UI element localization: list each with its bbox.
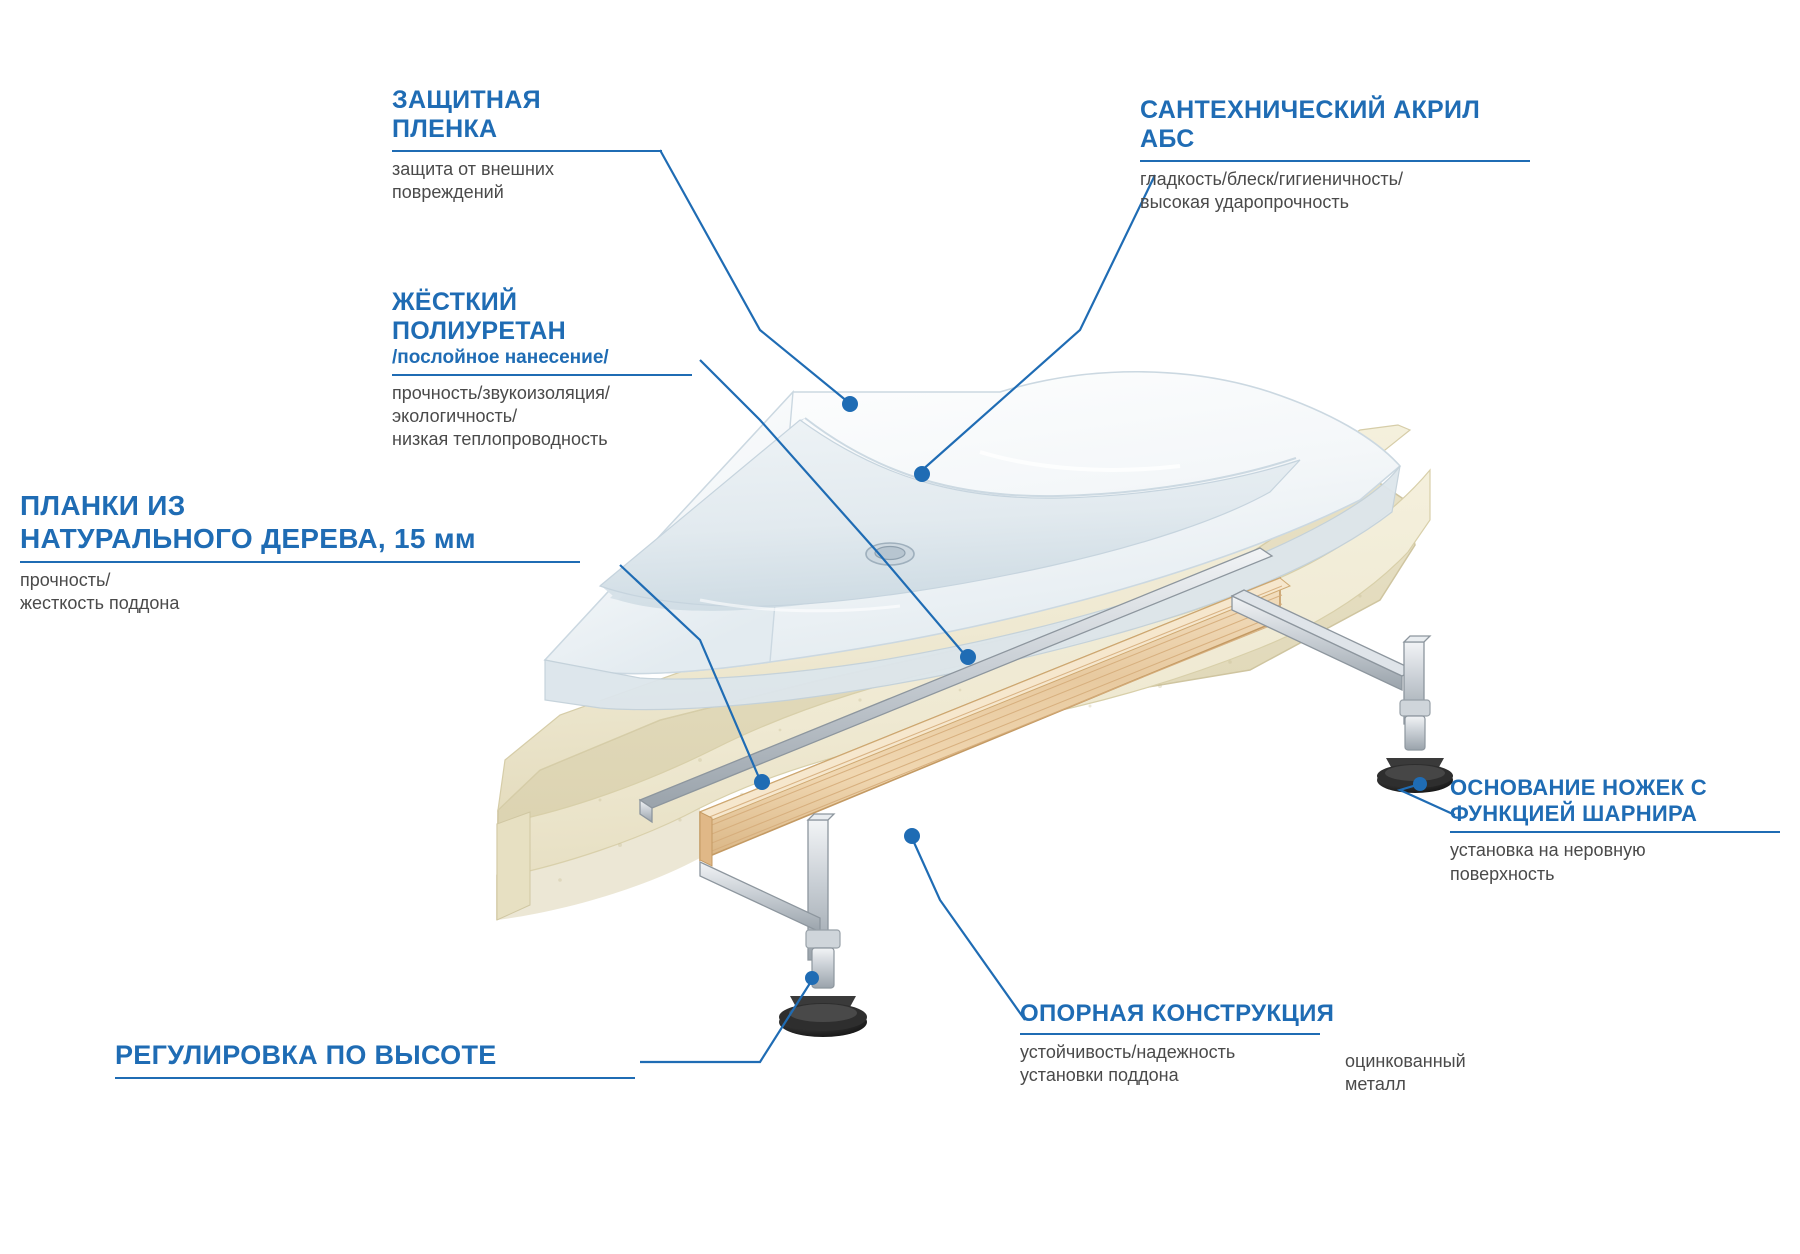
callout-natural-wood-slats	[20, 490, 620, 615]
callout-protective-film	[392, 86, 662, 204]
callout-rule-rigid-polyurethane	[392, 374, 692, 376]
callout-sub-sanitary-acrylic: гладкость/блеск/гигиеничность/ высокая ударопрочность	[1140, 168, 1403, 212]
callout-galvanized-metal	[1345, 1050, 1545, 1096]
callout-title-natural-wood-slats: ПЛАНКИ ИЗ НАТУРАЛЬНОГО ДЕРЕВА, 15 мм	[20, 490, 476, 554]
callout-support-frame	[1020, 1000, 1335, 1087]
callout-sanitary-acrylic	[1140, 96, 1530, 214]
callout-sub-galvanized-metal: оцинкованный металл	[1345, 1051, 1466, 1095]
callout-title-leg-base-hinge: ОСНОВАНИЕ НОЖЕК С ФУНКЦИЕЙ ШАРНИРА	[1450, 775, 1707, 826]
callout-sub-natural-wood-slats: прочность/ жесткость поддона	[20, 569, 180, 613]
callout-sub-protective-film: защита от внешних повреждений	[392, 158, 554, 202]
callout-rule-natural-wood-slats	[20, 561, 580, 563]
adjustable-foot-right	[1377, 700, 1453, 793]
callout-sub-rigid-polyurethane: прочность/звукоизоляция/ экологичность/ низкая теплопроводность	[392, 382, 610, 449]
callout-title-height-adjustment: РЕГУЛИРОВКА ПО ВЫСОТЕ	[115, 1040, 497, 1070]
callout-rule-leg-base-hinge	[1450, 831, 1780, 833]
callout-sub-support-frame: устойчивость/надежность установки поддона	[1020, 1042, 1236, 1086]
callout-leg-base-hinge	[1450, 775, 1780, 886]
callout-title-sanitary-acrylic: САНТЕХНИЧЕСКИЙ АКРИЛ АБС	[1140, 96, 1481, 154]
callout-note-rigid-polyurethane: /послойное нанесение/	[392, 346, 609, 368]
callout-rigid-polyurethane	[392, 288, 692, 451]
callout-height-adjustment	[115, 1040, 635, 1085]
callout-rule-protective-film	[392, 150, 662, 152]
callout-title-rigid-polyurethane: ЖЁСТКИЙ ПОЛИУРЕТАН	[392, 288, 567, 346]
callout-rule-height-adjustment	[115, 1077, 635, 1079]
adjustable-foot-left	[779, 930, 867, 1037]
callout-sub-leg-base-hinge: установка на неровную поверхность	[1450, 840, 1646, 884]
callout-title-support-frame: ОПОРНАЯ КОНСТРУКЦИЯ	[1020, 1000, 1335, 1027]
callout-rule-sanitary-acrylic	[1140, 160, 1530, 162]
callout-rule-support-frame	[1020, 1033, 1320, 1035]
callout-title-protective-film: ЗАЩИТНАЯ ПЛЕНКА	[392, 86, 541, 144]
